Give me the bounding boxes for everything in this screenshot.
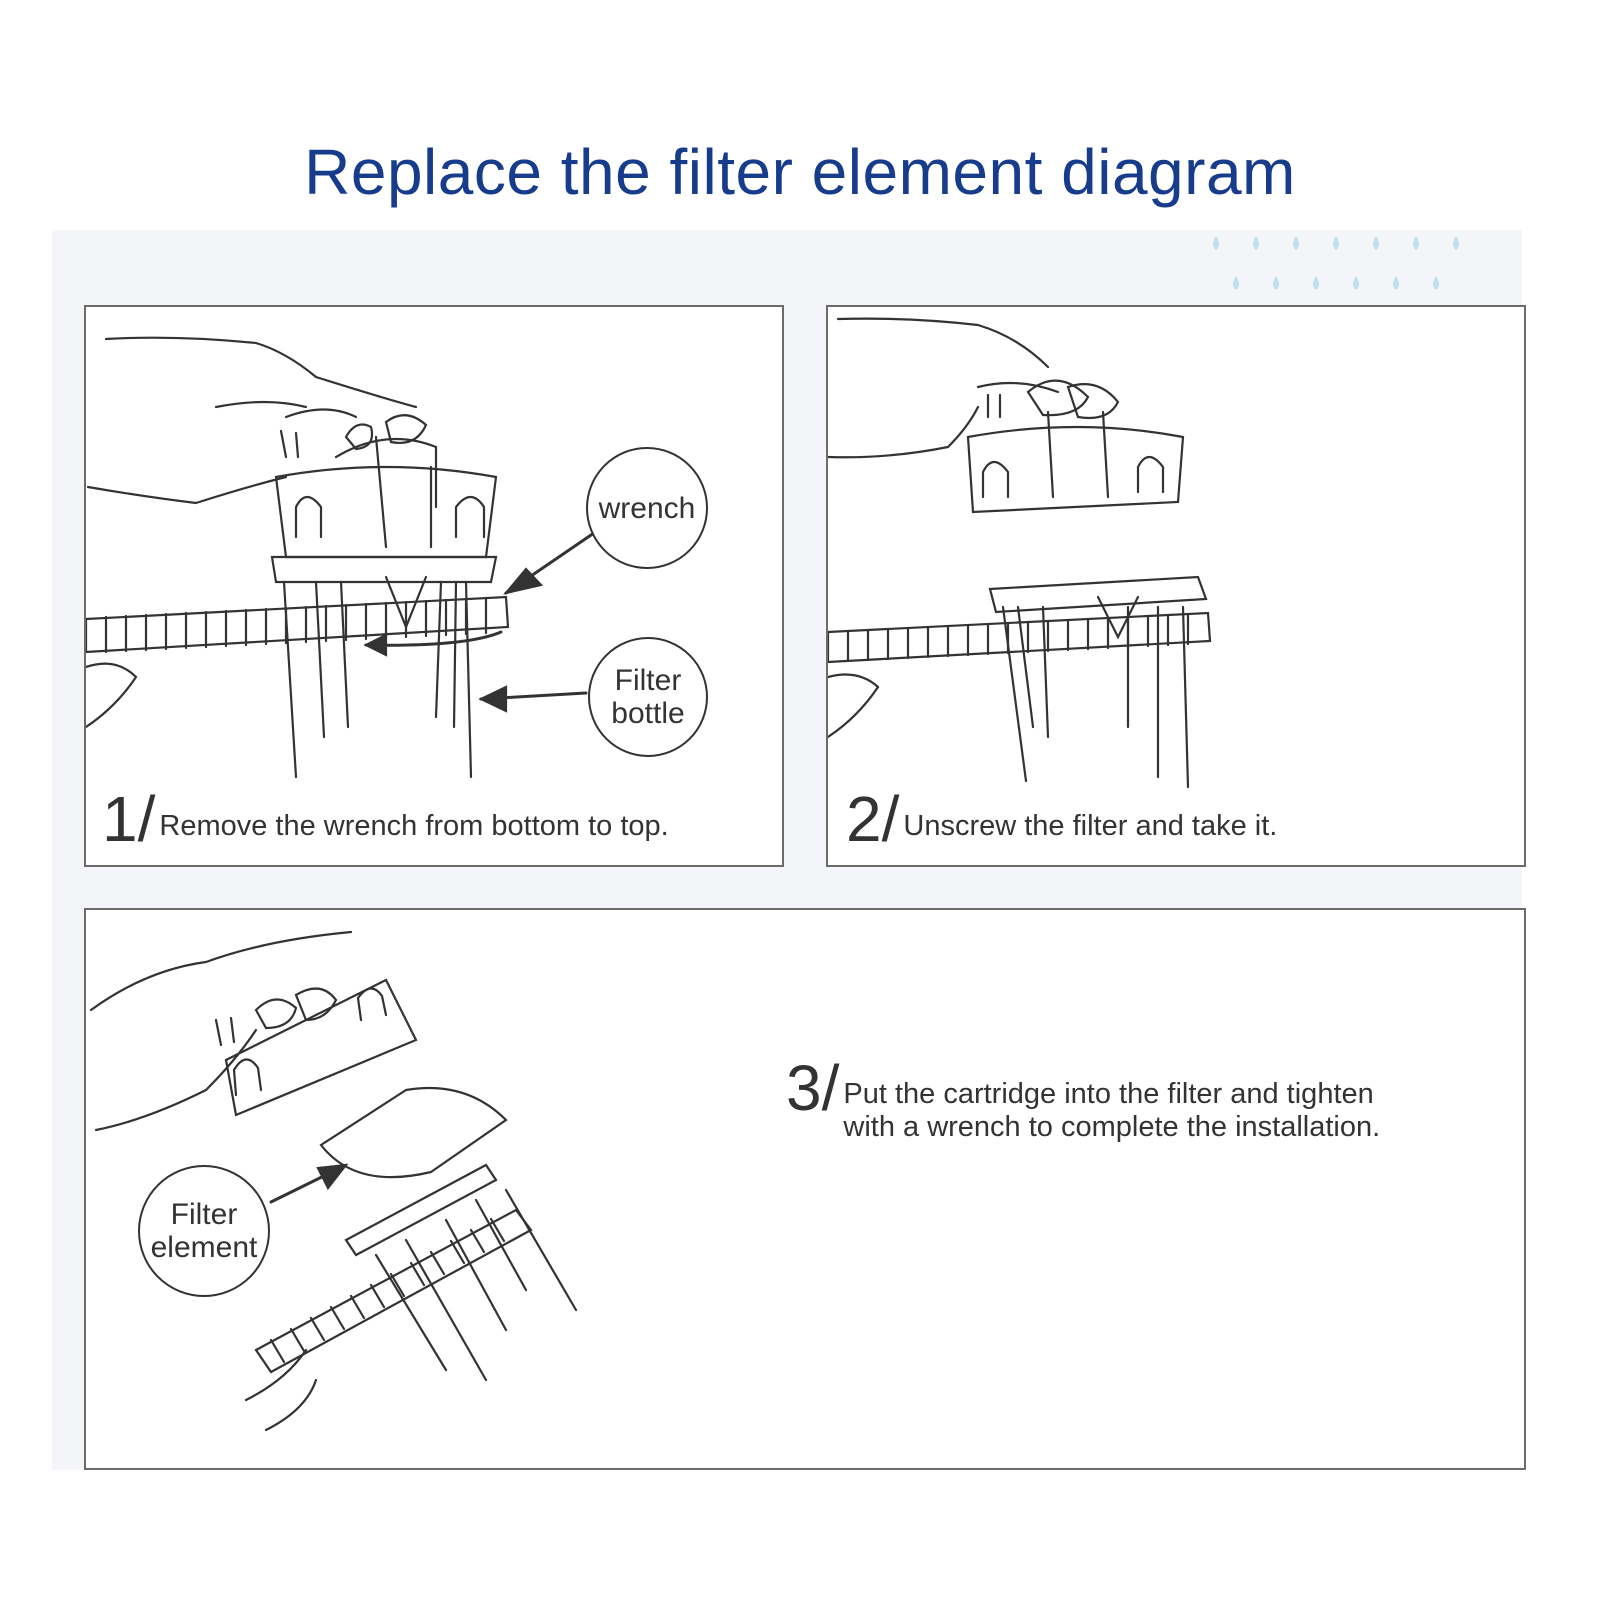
callout-wrench: wrench [586,447,708,569]
filter-housing-icon [968,381,1206,787]
step-1-panel [84,305,784,867]
water-drops-icon [1210,232,1510,302]
callout-filter-element: Filter element [138,1165,270,1297]
callout-filter-bottle: Filter bottle [588,637,708,757]
step-3-panel [84,908,1526,1470]
step-2-caption: 2 / Unscrew the filter and take it. [846,783,1278,855]
hand-icon [828,319,1058,458]
wrench-icon [828,613,1210,737]
step-2-panel [826,305,1526,867]
hand-icon [88,338,416,503]
page-title: Replace the filter element diagram [304,136,1296,208]
wrench-icon [86,597,508,727]
step-1-caption: 1 / Remove the wrench from bottom to top. [102,783,669,855]
arrow-icon [271,1165,346,1202]
filter-housing-icon [272,415,496,777]
step-3-caption: 3 / Put the cartridge into the filter and tighten with a wrench to complete the installation. [786,1052,1381,1144]
arrow-icon [366,533,594,711]
filter-housing-icon [226,980,576,1380]
